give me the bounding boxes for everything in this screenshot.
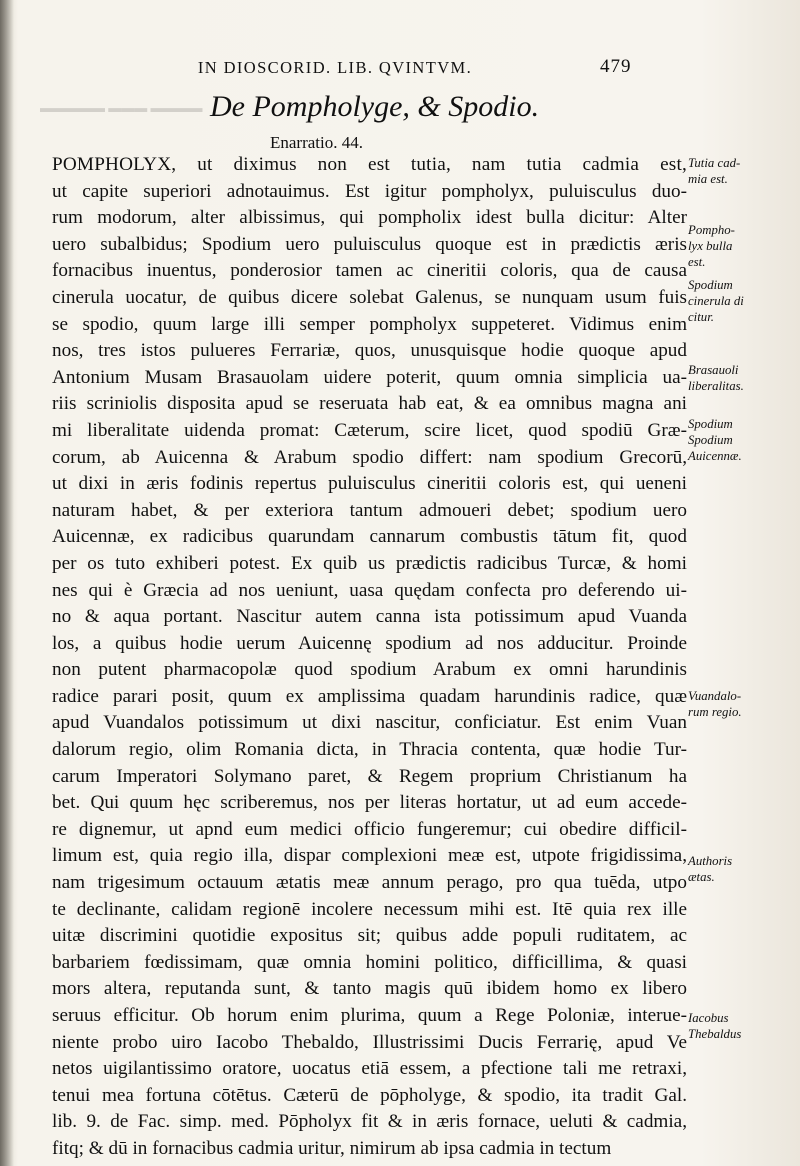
margin-note-line: Auicennæ.: [688, 449, 742, 463]
text-line: netos uigilantissimo oratore, uocatus etiā essem, a pfectione tali me retraxi,: [52, 1058, 687, 1080]
text-line: uero subalbidus; Spodium uero puluisculus quoque est in prædictis æris: [52, 233, 687, 255]
text-line: ut dixi in æris fodinis repertus puluisculus cineritii coloris est, qui ueneni: [52, 473, 687, 495]
margin-note: [688, 688, 742, 720]
text-line: tenui mea fortuna cōtētus. Cæterū de pōpholyge, & spodio, ita tradit Gal.: [52, 1084, 687, 1106]
text-line: no & aqua portant. Nascitur autem canna ista potissimum apud Vuanda: [52, 606, 687, 628]
text-line: Auicennæ, ex radicibus quarundam cannarum combustis tātum fit, quod: [52, 526, 687, 548]
margin-note-line: est.: [688, 255, 706, 269]
body-text: [52, 152, 687, 1163]
chapter-title: De Pompholyge, & Spodio.: [210, 90, 540, 123]
text-line: corum, ab Auicenna & Arabum spodio differt: nam spodium Grecorū,: [52, 446, 687, 468]
text-line: rum modorum, alter albissimus, qui pompholix idest bulla dicitur: Alter: [52, 207, 687, 229]
text-line: fornacibus inuentus, ponderosior tamen ac cineritii coloris, qua de causa: [52, 260, 687, 282]
margin-note: [688, 416, 742, 464]
text-line: te declinante, calidam regionē incolere necessum mihi est. Itē quia rex ille: [52, 898, 687, 920]
text-line: re dignemur, ut apnd eum medici officio fungeremur; cui obedire difficil-: [52, 818, 687, 840]
text-line: limum est, quia regio illa, dispar complexioni meæ est, utpote frigidissima,: [52, 845, 687, 867]
margin-note-line: Tutia cad-: [688, 156, 741, 170]
text-line: POMPHOLYX, ut diximus non est tutia, nam tutia cadmia est,: [52, 154, 687, 175]
margin-note-line: Brasauoli: [688, 363, 739, 377]
text-line: carum Imperatori Solymano paret, & Regem proprium Christianum ha: [52, 765, 687, 787]
margin-note: [688, 155, 740, 187]
margin-note-line: mia est.: [688, 172, 728, 186]
text-line: seruus efficitur. Ob horum enim plurima, quum a Rege Poloniæ, interue-: [52, 1005, 687, 1026]
text-line: niente probo uiro Iacobo Thebaldo, Illustrissimi Ducis Ferrarię, apud Ve: [52, 1031, 687, 1053]
text-line: cinerula uocatur, de quibus dicere solebat Galenus, se nunquam usum fuis: [52, 286, 687, 308]
text-line: bet. Qui quum hęc scriberemus, nos per literas hortatur, ut ad eum accede-: [52, 792, 687, 814]
text-line: apud Vuandalos potissimum ut dixi nascitur, conficiatur. Est enim Vuan: [52, 712, 687, 734]
margin-note-line: Spodium: [688, 433, 733, 447]
margin-note: [688, 1010, 741, 1042]
text-line: non putent pharmacopolæ quod spodium Arabum ex omni harundinis: [52, 659, 687, 681]
margin-note-line: liberalitas.: [688, 379, 744, 393]
text-line: mi liberalitate uidenda promat: Cæterum, scire licet, quod spodiū Græ-: [52, 419, 687, 441]
text-line: se spodio, quum large illi semper pompholyx suppeteret. Vidimus enim: [52, 313, 687, 335]
page-number: 479: [600, 56, 632, 77]
margin-note-line: Authoris: [688, 854, 733, 868]
binding-shadow: [0, 0, 14, 1166]
margin-note: [688, 222, 735, 270]
margin-note-line: lyx bulla: [688, 239, 733, 253]
running-title: IN DIOSCORID. LIB. QVINTVM.: [197, 58, 473, 77]
text-line: ut capite superiori adnotauimus. Est igitur pompholyx, puluisculus duo-: [52, 180, 687, 202]
text-line: radice parari posit, quum ex amplissima quadam harundinis radice, quæ: [52, 685, 687, 707]
margin-note: [688, 853, 732, 885]
text-line: Antonium Musam Brasauolam uidere poterit, quum omnia simplicia ua-: [52, 366, 687, 388]
text-line: fitq; & dū in fornacibus cadmia uritur, nimirum ab ipsa cadmia in tectum: [52, 1137, 612, 1159]
margin-note-line: rum regio.: [688, 705, 742, 719]
text-line: per os tuto exhiberi potest. Ex quib us prædictis radicibus Turcæ, & homi: [52, 552, 687, 574]
margin-note-line: Spodium: [688, 417, 733, 431]
text-line: uitæ discrimini quotidie expositus sit; quibus adde populi ruditatem, ac: [52, 925, 687, 947]
text-line: lib. 9. de Fac. simp. med. Pōpholyx fit & in æris fornace, ueluti & cadmia,: [52, 1111, 687, 1133]
margin-note-line: citur.: [688, 310, 714, 324]
text-line: naturam habet, & per exteriora tantum admoueri debet; spodium uero: [52, 499, 687, 521]
margin-note-line: Spodium: [688, 278, 733, 292]
show-through-text: ▬▬▬▬ ▬▬▬ ▬▬▬▬▬: [40, 100, 203, 115]
margin-note: [688, 277, 744, 325]
margin-note-line: cinerula di: [688, 294, 744, 308]
text-line: barbariem fœdissimam, quæ omnia homini politico, difficillima, & quasi: [52, 951, 687, 973]
text-line: mors altera, reputanda sunt, & tanto magis quū ibidem homo ex libero: [52, 978, 687, 1000]
text-line: nam trigesimum octauum ætatis meæ annum perago, pro qua tuēda, utpo: [52, 872, 687, 894]
margin-note-line: Pompho-: [688, 223, 735, 237]
margin-note: [688, 362, 744, 394]
text-line: dalorum regio, olim Romania dicta, in Thracia contenta, quæ hodie Tur-: [52, 739, 687, 761]
margin-note-line: Thebaldus: [688, 1027, 742, 1041]
text-line: nes qui è Græcia ad nos ueniunt, uasa quędam confecta pro deferendo ui-: [52, 579, 687, 601]
text-line: los, a quibus hodie uerum Auicennę spodium ad nos adducitur. Proinde: [52, 632, 687, 654]
text-line: riis scriniolis disposita apud se reseruata hab eat, & ea omnibus magna ani: [52, 393, 687, 415]
chapter-subtitle: Enarratio. 44.: [270, 133, 363, 152]
margin-note-line: ætas.: [688, 870, 715, 884]
margin-note-line: Vuandalo-: [688, 689, 742, 703]
text-line: nos, tres istos pulueres Ferrariæ, quos, unusquisque hodie quoque apud: [52, 340, 687, 362]
margin-note-line: Iacobus: [688, 1011, 729, 1025]
